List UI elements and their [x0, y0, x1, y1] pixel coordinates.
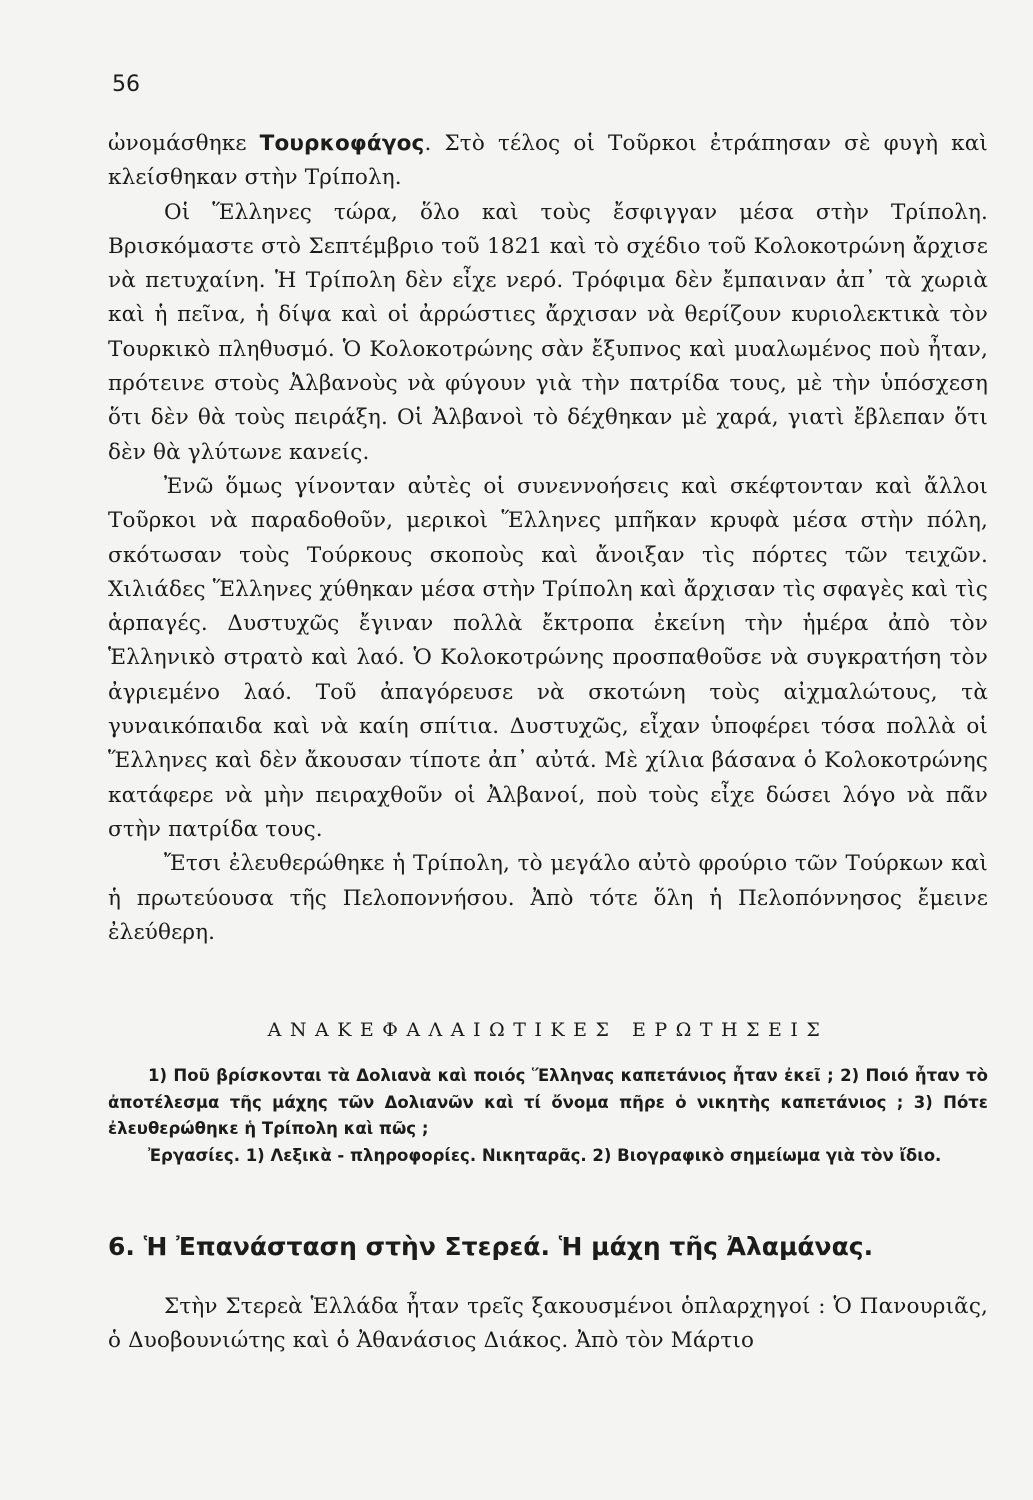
recap-heading: ΑΝΑΚΕΦΑΛΑΙΩΤΙΚΕΣ ΕΡΩΤΗΣΕΙΣ [267, 1019, 829, 1041]
recap-tasks: Ἐργασίες. 1) Λεξικὰ - πληροφορίες. Νικηταρᾶς. 2) Βιογραφικὸ σημείωμα γιὰ τὸν ἴδιο. [148, 1145, 942, 1165]
paragraph-1-start: ὠνομάσθηκε [108, 131, 260, 156]
section-paragraph: Στὴν Στερεὰ Ἑλλάδα ἦταν τρεῖς ξακουσμένοι ὁπλαρχηγοί : Ὁ Πανουριᾶς, ὁ Δυοβουνιώτης καὶ ὁ Ἀθανάσιος Διάκος. Ἀπὸ τὸν Μάρτιο [108, 1294, 988, 1354]
paragraph-3: Ἐνῶ ὅμως γίνονταν αὐτὲς οἱ συνεννοήσεις καὶ σκέφτονταν καὶ ἄλλοι Τοῦρκοι νὰ παραδοθοῦν, μερικοὶ Ἕλληνες μπῆκαν κρυφὰ μέσα στὴν πόλη, σκότωσαν τοὺς Τούρκους σκοποὺς καὶ ἄνοιξαν τὶς πόρτες τῶν τειχῶν. Χιλιάδες Ἕλληνες χύθηκαν μέσα στὴν Τρίπολη καὶ ἄρχισαν τὶς σφαγὲς καὶ τὶς ἁρπαγές. Δυστυχῶς ἔγιναν πολλὰ ἔκτροπα ἐκείνη τὴν ἡμέρα ἀπὸ τὸν Ἑλληνικὸ στρατὸ καὶ λαό. Ὁ Κολοκοτρώνης προσπαθοῦσε νὰ συγκρατήση τὸν ἀγριεμένο λαό. Τοῦ ἀπαγόρευσε νὰ σκοτώνη τοὺς αἰχμαλώτους, τὰ γυναικόπαιδα καὶ νὰ καίη σπίτια. Δυστυχῶς, εἶχαν ὑποφέρει τόσα πολλὰ οἱ Ἕλληνες καὶ δὲν ἄκουσαν τίποτε ἀπ᾿ αὐτά. Μὲ χίλια βάσανα ὁ Κολοκοτρώνης κατάφερε νὰ μὴν πειραχθοῦν οἱ Ἀλβανοί, ποὺ τοὺς εἶχε δώσει λόγο νὰ πᾶν στὴν πατρίδα τους. [108, 473, 988, 842]
paragraph-1 [108, 127, 988, 196]
recap-questions-block [108, 1063, 988, 1169]
section-body [108, 1290, 988, 1359]
section-heading: 6. Ἡ Ἐπανάσταση στὴν Στερεά. Ἡ μάχη τῆς Ἀλαμάνας. [108, 1232, 874, 1261]
paragraph-1-end: . Στὸ τέλος οἱ Τοῦρκοι ἐτράπησαν σὲ φυγὴ καὶ κλείσθηκαν στὴν Τρίπολη. [108, 131, 988, 191]
recap-questions: 1) Ποῦ βρίσκονται τὰ Δολιανὰ καὶ ποιός Ἕλληνας καπετάνιος ἦταν ἐκεῖ ; 2) Ποιό ἦταν τὸ ἀποτέλεσμα τῆς μάχης τῶν Δολιανῶν καὶ τί ὄνομα πῆρε ὁ νικητὴς καπετάνιος ; 3) Πότε ἐλευθερώθηκε ἡ Τρίπολη καὶ πῶς ; [108, 1066, 988, 1138]
paragraph-2: Οἱ Ἕλληνες τώρα, ὅλο καὶ τοὺς ἔσφιγγαν μέσα στὴν Τρίπολη. Βρισκόμαστε στὸ Σεπτέμβριο τοῦ 1821 καὶ τὸ σχέδιο τοῦ Κολοκοτρώνη ἄρχισε νὰ πετυχαίνη. Ἡ Τρίπολη δὲν εἶχε νερό. Τρόφιμα δὲν ἔμπαιναν ἀπ᾿ τὰ χωριὰ καὶ ἡ πεῖνα, ἡ δίψα καὶ οἱ ἀρρώστιες ἄρχισαν νὰ θερίζουν κυριολεκτικὰ τὸν Τουρκικὸ πληθυσμό. Ὁ Κολοκοτρώνης σὰν ἔξυπνος καὶ μυαλωμένος ποὺ ἦταν, πρότεινε στοὺς Ἀλβανοὺς νὰ φύγουν γιὰ τὴν πατρίδα τους, μὲ τὴν ὑπόσχεση ὅτι δὲν θὰ τοὺς πειράξη. Οἱ Ἀλβανοὶ τὸ δέχθηκαν μὲ χαρά, γιατὶ ἔβλεπαν ὅτι δὲν θὰ γλύτωνε κανείς. [108, 199, 988, 465]
page-number: 56 [112, 72, 140, 97]
paragraph-4: Ἔτσι ἐλευθερώθηκε ἡ Τρίπολη, τὸ μεγάλο αὐτὸ φρούριο τῶν Τούρκων καὶ ἡ πρωτεύουσα τῆς Πελοποννήσου. Ἀπὸ τότε ὅλη ἡ Πελοπόννησος ἔμεινε ἐλεύθερη. [108, 851, 988, 945]
bold-term: Τουρκοφάγος [259, 131, 425, 156]
body-text [108, 127, 988, 950]
